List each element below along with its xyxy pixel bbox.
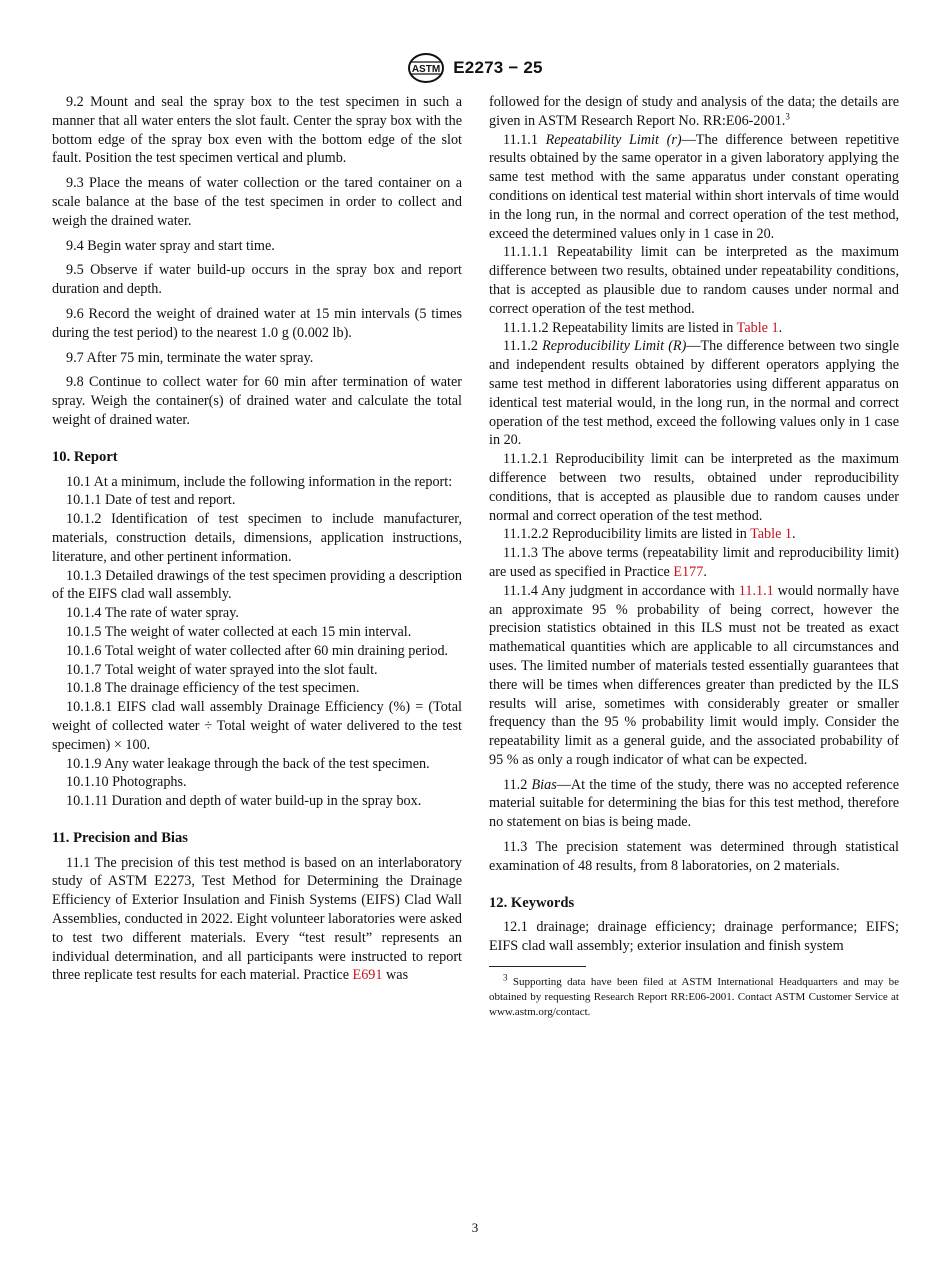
ref-link-table-1[interactable]: Table 1 [750,526,793,543]
footnote-ref-3[interactable]: 3 [785,111,790,122]
para-11-1-1-1: 11.1.1.1 Repeatability limit can be interpreted as the maximum difference between two results, obtained under repeatability conditions, that is accepted as plausible due to random causes under normal and correct operation of the test method. [489,244,899,317]
section-heading-10: 10. Report [52,448,118,465]
para-9-4: 9.4 Begin water spray and start time. [66,237,275,254]
term-repeatability-limit: Repeatability Limit (r) [545,131,682,148]
page-number: 3 [471,1220,479,1235]
para-11-1-1-text: —The difference between repetitive results obtained by the same operator in a given laboratory applying the same test method with the same apparatus under constant operating conditions on identical test material within short intervals of time would in the long run, in the normal and correct operation of the test method, exceed the determined values only in 1 case in 20. [489,131,899,242]
para-11-1-4 [489,582,899,770]
ref-link-table-1[interactable]: Table 1 [736,319,779,336]
para-9-5: 9.5 Observe if water build-up occurs in the spray box and report duration and depth. [52,262,462,298]
ref-link-11-1-1[interactable]: 11.1.1 [738,582,774,599]
para-9-6: 9.6 Record the weight of drained water at 15 min intervals (5 times during the test period) to the nearest 1.0 g (0.002 lb). [52,305,462,341]
logo-text: ASTM [412,64,441,75]
para-11-1-1-2 [489,319,899,338]
para-9-7: 9.7 After 75 min, terminate the water spray. [66,349,314,366]
para-10-1-4: 10.1.4 The rate of water spray. [66,605,239,622]
para-11-1-3-text-b: . [703,563,707,580]
para-11-1-2-text: —The difference between two single and independent results obtained by different operators applying the same test method in different laboratories using different apparatus on identical test material would, in the long run, in the normal and correct operation of the test method, exceed the following values only in 1 case in 20. [489,338,899,449]
para-10-1-5: 10.1.5 The weight of water collected at each 15 min interval. [66,623,412,640]
para-11-1-1 [489,131,899,244]
footnote-3 [489,972,899,1020]
page-header [0,50,950,86]
para-11-2-num: 11.2 [503,776,532,793]
para-11-1-text-b: was [382,967,409,984]
para-10-1-7: 10.1.7 Total weight of water sprayed into the slot fault. [66,661,378,678]
para-9-2: 9.2 Mount and seal the spray box to the test specimen in such a manner that all water enters the slot fault. Center the spray box with the bottom edge of the spray box even with the bottom edge of the slot fault. Position the test specimen vertical and plumb. [52,94,462,167]
para-11-2 [489,776,899,832]
para-11-1-2-2 [489,525,899,544]
para-11-1-continued [489,93,899,131]
para-11-1-4-text-b: would normally have an approximate 95 % probability of being correct, however the precision statistics obtained in this ILS must not be treated as exact mathematical quantities which are applicable to all circumstances and uses. The limited number of materials tested essentially guarantees that there will be times when differences greater than predicted by the ILS results will arise, sometimes with considerably greater or smaller frequency than the 95 % probability limit would imply. Consider the repeatability limit as a general guide, and the associated probability of 95 % as only a rough indicator of what can be expected. [489,582,899,768]
para-11-1-1-2-text-a: 11.1.1.2 Repeatability limits are listed in [503,319,737,336]
para-10-1-1: 10.1.1 Date of test and report. [66,492,236,509]
para-11-1-2-2-text-a: 11.1.2.2 Reproducibility limits are listed in [503,526,751,543]
para-10-1-2: 10.1.2 Identification of test specimen to include manufacturer, materials, construction details, dimensions, application instructions, literature, and other pertinent information. [52,511,462,565]
para-11-3: 11.3 The precision statement was determined through statistical examination of 48 results, from 8 laboratories, on 2 materials. [489,839,899,874]
footnote-text: Supporting data have been filed at ASTM International Headquarters and may be obtained by requesting Research Report RR:E06-2001. Contact ASTM Customer Service at www.astm.org/contact. [489,976,899,1019]
para-11-2-text: —At the time of the study, there was no accepted reference material suitable for determining the bias for this test method, therefore no statement on bias is being made. [489,776,899,831]
para-9-3: 9.3 Place the means of water collection or the tared container on a scale balance at the base of the test specimen in order to collect and weigh the drained water. [52,175,462,229]
para-11-1-3-text-a: 11.1.3 The above terms (repeatability limit and reproducibility limit) are used as specified in Practice [489,545,899,580]
para-12-1: 12.1 drainage; drainage efficiency; drainage performance; EIFS; EIFS clad wall assembly; exterior insulation and finish system [489,919,899,955]
para-11-1-1-num: 11.1.1 [503,131,546,148]
designation: E2273 − 25 [453,58,543,77]
footnote-divider [489,966,586,967]
left-column [52,93,462,985]
para-11-1-2-num: 11.1.2 [503,338,543,355]
para-11-1-2 [489,337,899,450]
right-column [489,93,899,1020]
para-11-1-1-2-text-b: . [778,319,783,336]
astm-logo-icon [407,52,445,84]
para-11-1-4-text-a: 11.1.4 Any judgment in accordance with [503,582,739,599]
section-heading-11: 11. Precision and Bias [52,829,188,846]
para-11-1 [52,854,462,986]
para-11-1-2-2-text-b: . [792,526,796,543]
para-10-1-3: 10.1.3 Detailed drawings of the test specimen providing a description of the EIFS clad wall assembly. [52,567,462,603]
para-10-1-6: 10.1.6 Total weight of water collected after 60 min draining period. [66,642,449,659]
para-10-1-11: 10.1.11 Duration and depth of water build-up in the spray box. [66,793,422,810]
para-11-1-2-1: 11.1.2.1 Reproducibility limit can be interpreted as the maximum difference between two results, obtained under reproducibility conditions, that is accepted as plausible due to random causes under normal and correct operation of the test method. [489,451,899,524]
para-10-1-10: 10.1.10 Photographs. [66,774,187,791]
term-reproducibility-limit: Reproducibility Limit (R) [542,338,687,355]
term-bias: Bias [531,776,557,793]
section-heading-12: 12. Keywords [489,894,575,911]
ref-link-e691[interactable]: E691 [352,967,383,984]
para-11-1-3 [489,544,899,582]
footnote-marker: 3 [503,972,508,983]
para-9-8: 9.8 Continue to collect water for 60 min after termination of water spray. Weigh the container(s) of drained water and calculate the total weight of drained water. [52,374,462,428]
ref-link-e177[interactable]: E177 [673,563,704,580]
para-11-1-text-a: 11.1 The precision of this test method is based on an interlaboratory study of ASTM E2273, Test Method for Determining the Drainage Efficiency of Exterior Insulation and Finish Systems (EIFS) Clad Wall Assemblies, conducted in 2022. Eight volunteer laboratories were asked to test two different materials. Every “test result” represents an individual determination, and all participants were instructed to report three replicate test results for each material. Practice [52,854,462,984]
para-11-1-cont-text: followed for the design of study and analysis of the data; the details are given in ASTM Research Report No. RR:E06-2001. [489,94,899,129]
para-10-1-8-1: 10.1.8.1 EIFS clad wall assembly Drainage Efficiency (%) = (Total weight of collected water ÷ Total weight of water delivered to the test specimen) × 100. [52,699,462,753]
para-10-1-9: 10.1.9 Any water leakage through the back of the test specimen. [66,755,430,772]
para-10-1: 10.1 At a minimum, include the following information in the report: [66,473,453,490]
para-10-1-8: 10.1.8 The drainage efficiency of the test specimen. [66,680,360,697]
